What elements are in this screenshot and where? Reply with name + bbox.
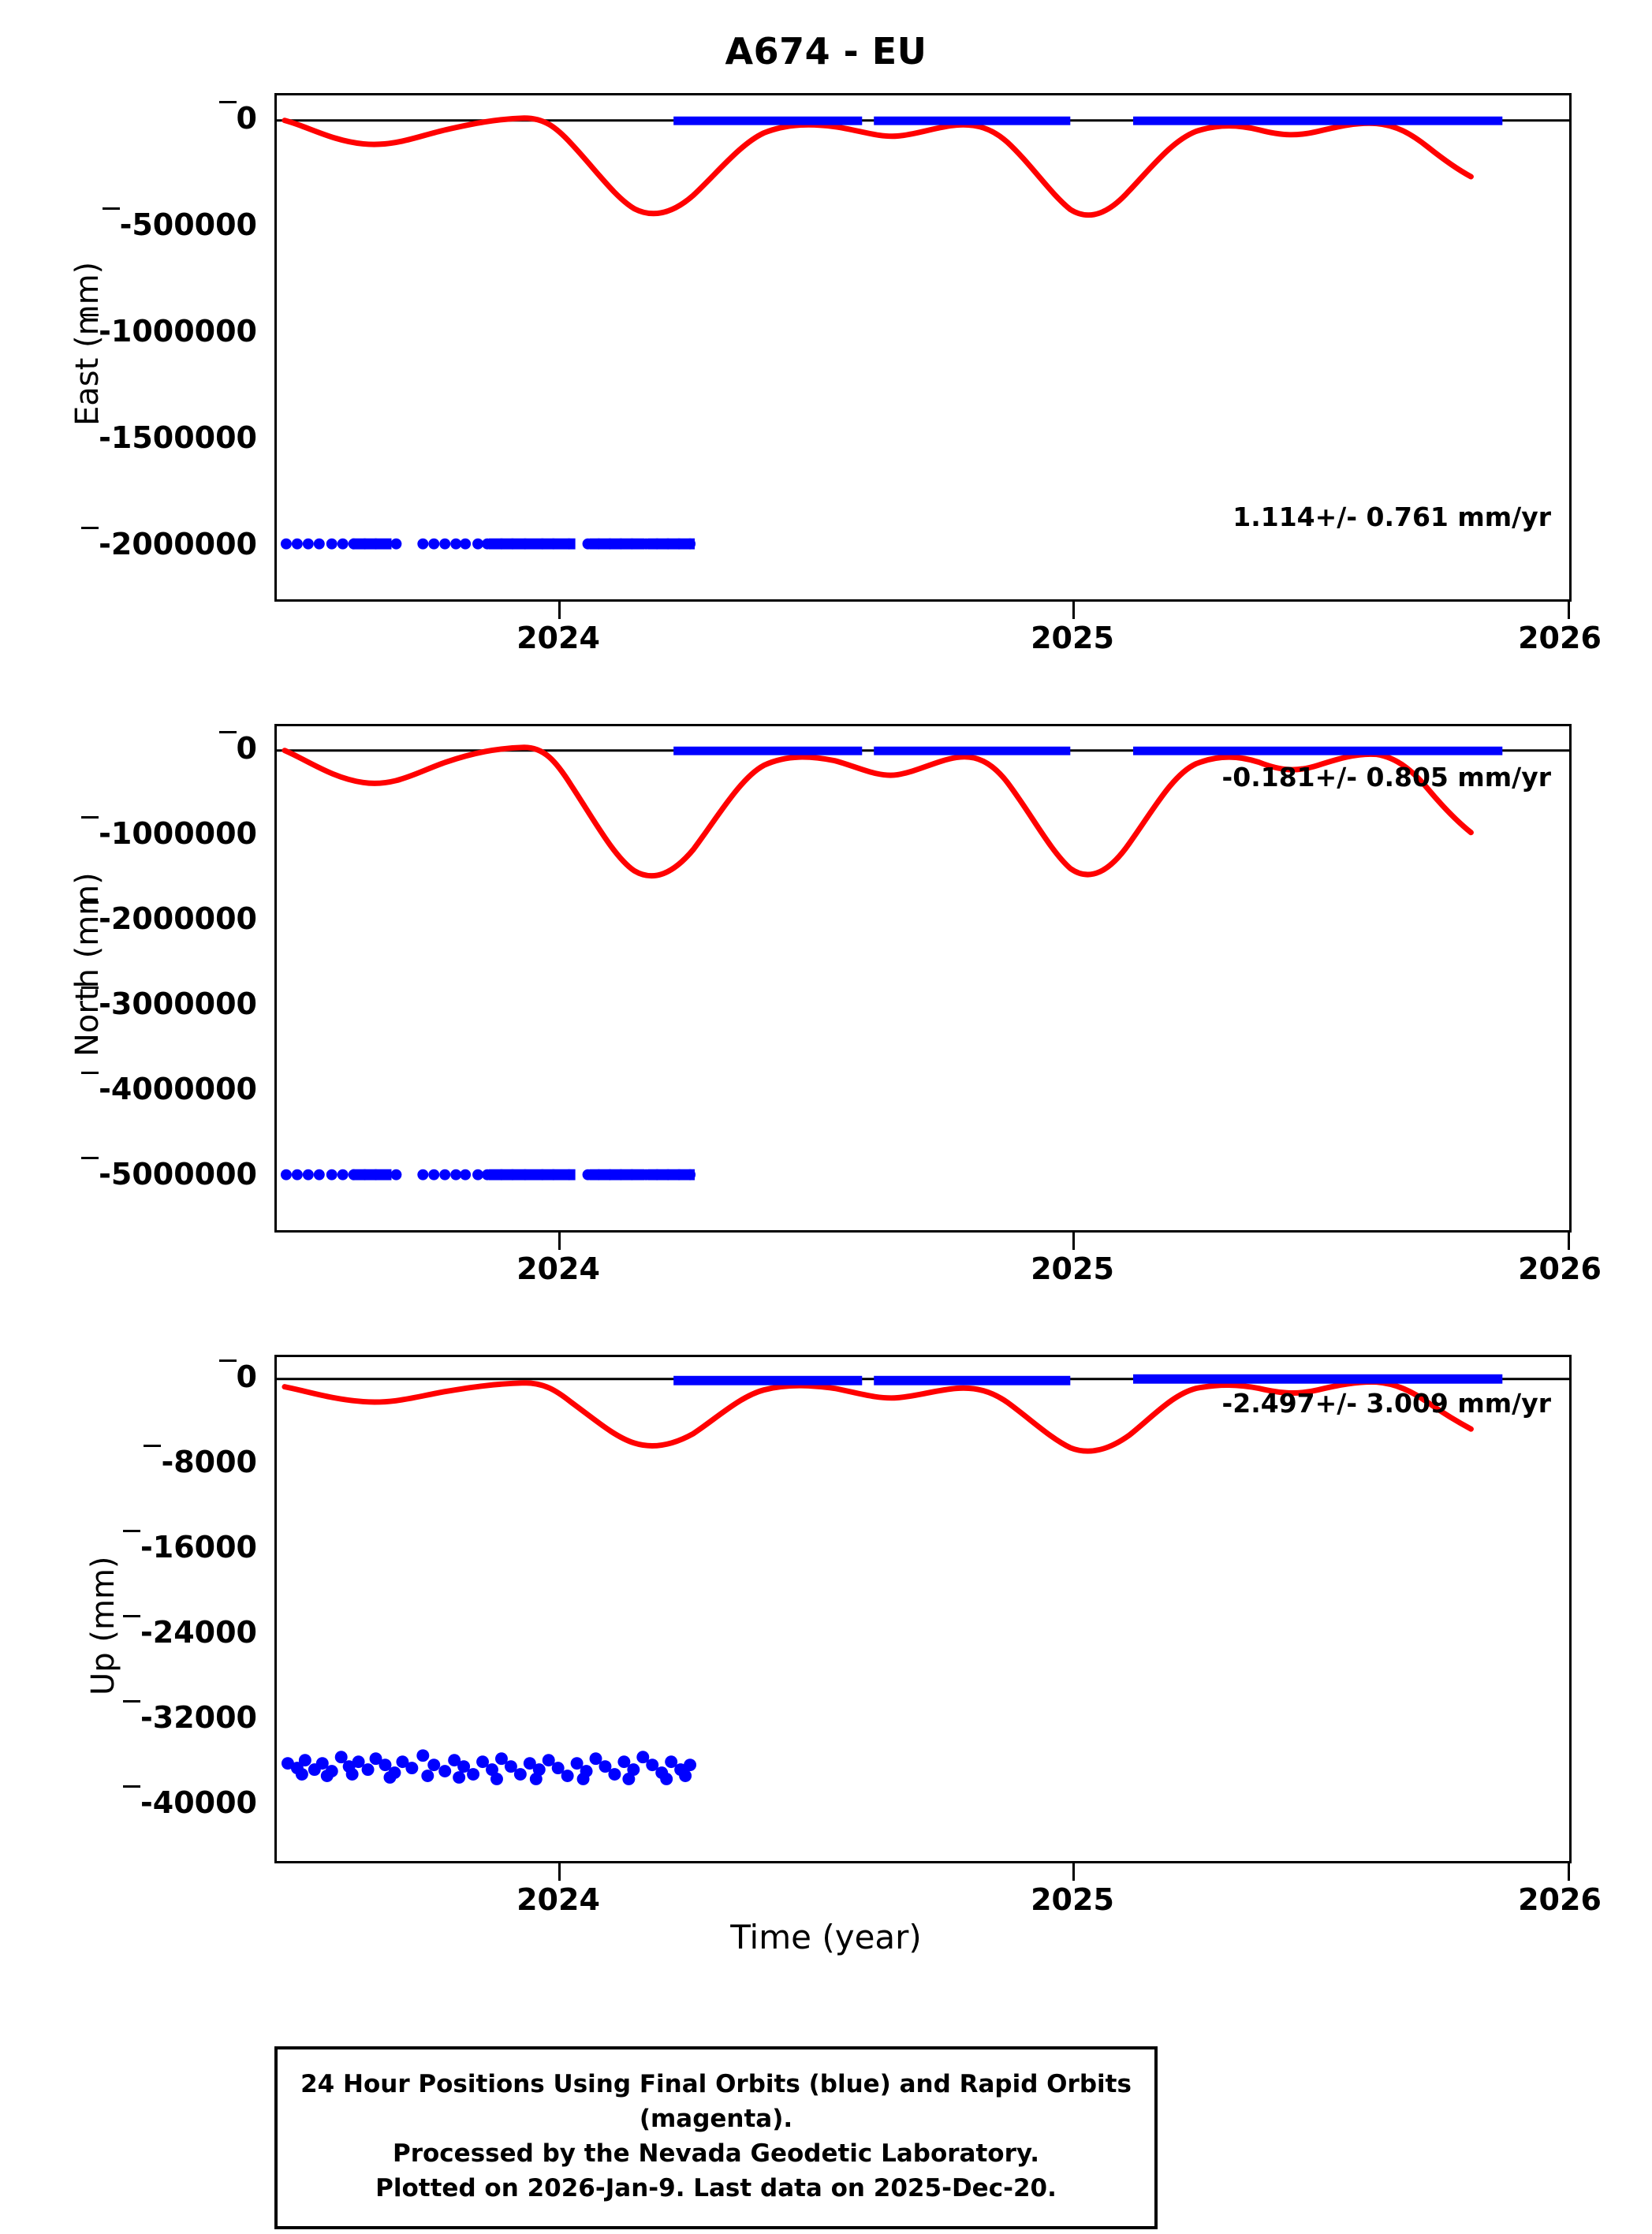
ytick-up-4: -32000 (140, 1700, 274, 1735)
ytick-north-2: -2000000 (99, 901, 274, 936)
ylabel-up: Up (mm) (85, 1556, 121, 1695)
xtick-north-2024: 2024 (516, 1251, 600, 1286)
ytick-east-0: 0 (237, 101, 274, 136)
ytick-east-2: -1000000 (99, 314, 274, 349)
xtick-north-2025: 2025 (1031, 1251, 1114, 1286)
rate-annotation-north: -0.181+/- 0.805 mm/yr (1221, 762, 1551, 793)
footer-caption (274, 2046, 1158, 2229)
xtickmark-north-2025 (1072, 1233, 1075, 1250)
ytick-north-5: -5000000 (99, 1157, 274, 1192)
ytick-up-0: 0 (237, 1359, 274, 1394)
ytick-north-0: 0 (237, 731, 274, 766)
xtick-up-2026: 2026 (1518, 1882, 1602, 1917)
series-north (277, 726, 1569, 1230)
ytick-north-4: -4000000 (99, 1072, 274, 1106)
xtick-east-2026: 2026 (1518, 621, 1602, 655)
ylabel-east: East (mm) (69, 261, 106, 426)
rate-annotation-up: -2.497+/- 3.009 mm/yr (1221, 1388, 1551, 1419)
ytick-up-1: -8000 (161, 1445, 274, 1479)
ytick-north-1: -1000000 (99, 816, 274, 851)
ytick-east-4: -2000000 (99, 527, 274, 561)
xtickmark-east-2025 (1072, 602, 1075, 619)
xtick-east-2025: 2025 (1031, 621, 1114, 655)
ytick-up-3: -24000 (140, 1615, 274, 1650)
ytick-up-2: -16000 (140, 1530, 274, 1565)
plot-area-up (274, 1355, 1572, 1863)
xtickmark-east-2024 (558, 602, 561, 619)
ylabel-north: North (mm) (69, 872, 106, 1057)
series-up (277, 1357, 1569, 1861)
rate-annotation-east: 1.114+/- 0.761 mm/yr (1232, 502, 1551, 532)
xtick-east-2024: 2024 (516, 621, 600, 655)
xtick-up-2024: 2024 (516, 1882, 600, 1917)
panel-north (99, 724, 1602, 1286)
footer-line-3: Plotted on 2026-Jan-9. Last data on 2025-Dec-20. (375, 2174, 1057, 2203)
footer-line-2: Processed by the Nevada Geodetic Laboratory. (392, 2139, 1040, 2169)
panel-up (140, 1355, 1602, 1917)
page-title: A674 - EU (725, 30, 927, 73)
ytick-east-3: -1500000 (99, 420, 274, 455)
panel-east (99, 93, 1602, 655)
xaxis-title: Time (year) (730, 1918, 922, 1956)
xtick-north-2026: 2026 (1518, 1251, 1602, 1286)
xtickmark-up-2026 (1568, 1863, 1570, 1881)
ytick-up-5: -40000 (140, 1785, 274, 1820)
ytick-east-1: -500000 (120, 207, 274, 242)
xtickmark-up-2024 (558, 1863, 561, 1881)
xtickmark-east-2026 (1568, 602, 1570, 619)
footer-line-1: 24 Hour Positions Using Final Orbits (blue) and Rapid Orbits (magenta). (300, 2070, 1132, 2134)
xtick-up-2025: 2025 (1031, 1882, 1114, 1917)
xtickmark-up-2025 (1072, 1863, 1075, 1881)
xtickmark-north-2026 (1568, 1233, 1570, 1250)
ytick-north-3: -3000000 (99, 986, 274, 1021)
xtickmark-north-2024 (558, 1233, 561, 1250)
plot-area-north (274, 724, 1572, 1233)
